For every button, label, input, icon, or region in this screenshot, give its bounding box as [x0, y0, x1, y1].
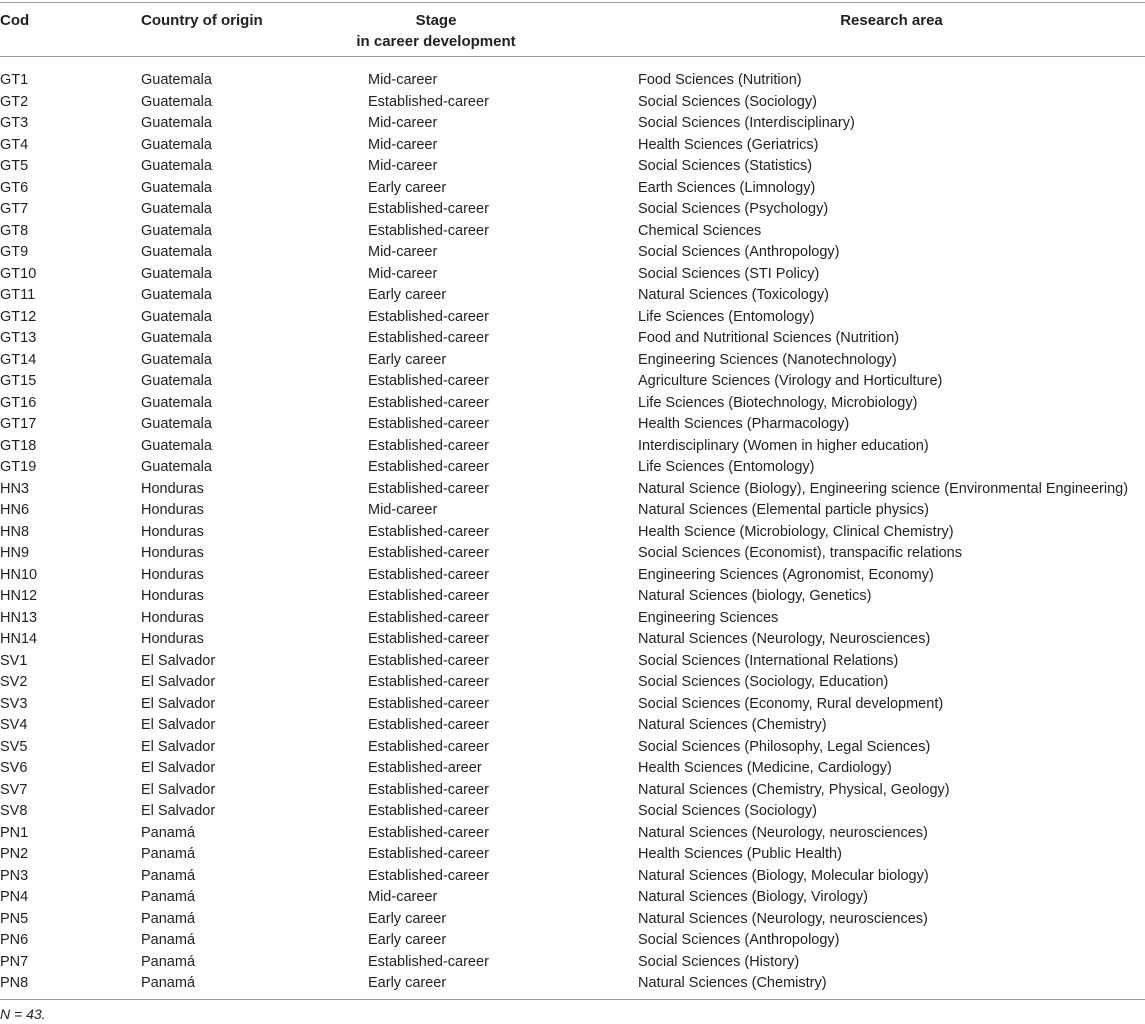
cell-country: Guatemala	[141, 459, 212, 475]
cell-research-area: Earth Sciences (Limnology)	[638, 179, 816, 196]
cell-research-area: Engineering Sciences (Nanotechnology)	[638, 351, 897, 368]
cell-country: Guatemala	[141, 394, 212, 411]
cell-research-area: Natural Science (Biology), Engineering science (Environmental Engineering)	[638, 480, 1129, 497]
cell-research-area: Social Sciences (History)	[638, 953, 800, 970]
cell-stage: Established-career	[368, 222, 489, 239]
cell-cod: HN14	[0, 631, 38, 647]
table-row	[0, 823, 1145, 845]
cell-cod: HN9	[0, 545, 30, 561]
cell-country: Panamá	[141, 953, 196, 970]
table-row	[0, 414, 1145, 436]
cell-stage: Established-career	[368, 738, 489, 755]
cell-stage: Mid-career	[368, 136, 438, 153]
cell-country: Honduras	[141, 631, 204, 647]
cell-cod: GT8	[0, 222, 29, 239]
cell-cod: GT16	[0, 394, 37, 411]
cell-stage: Mid-career	[368, 158, 438, 174]
table-row	[0, 70, 1145, 92]
cell-research-area: Health Sciences (Geriatrics)	[638, 136, 819, 153]
cell-stage: Established-career	[368, 373, 489, 389]
cell-cod: PN8	[0, 975, 29, 991]
cell-cod: GT4	[0, 136, 29, 153]
table-row	[0, 92, 1145, 114]
table-row	[0, 156, 1145, 178]
table-row	[0, 844, 1145, 866]
table-row	[0, 264, 1145, 286]
cell-country: Guatemala	[141, 351, 212, 368]
cell-cod: GT13	[0, 330, 37, 346]
table-row	[0, 565, 1145, 587]
cell-cod: SV8	[0, 803, 28, 819]
cell-cod: SV2	[0, 674, 28, 690]
cell-stage: Established-career	[368, 566, 489, 583]
table-row	[0, 307, 1145, 329]
cell-research-area: Social Sciences (Philosophy, Legal Sciences)	[638, 738, 931, 755]
cell-country: Panamá	[141, 889, 196, 905]
cell-country: Panamá	[141, 910, 196, 927]
cell-cod: GT17	[0, 416, 37, 432]
cell-country: Guatemala	[141, 93, 212, 110]
table-row	[0, 543, 1145, 565]
cell-country: El Salvador	[141, 781, 216, 798]
cell-stage: Mid-career	[368, 115, 438, 131]
cell-research-area: Food and Nutritional Sciences (Nutrition)	[638, 330, 900, 346]
cell-research-area: Social Sciences (Interdisciplinary)	[638, 115, 855, 131]
cell-research-area: Health Sciences (Medicine, Cardiology)	[638, 760, 892, 776]
cell-stage: Established-career	[368, 416, 489, 432]
table-row	[0, 479, 1145, 501]
cell-research-area: Natural Sciences (Neurology, Neurosciences)	[638, 631, 931, 647]
cell-research-area: Social Sciences (Psychology)	[638, 201, 829, 217]
cell-stage: Established-career	[368, 846, 489, 862]
cell-research-area: Social Sciences (STI Policy)	[638, 265, 820, 282]
cell-stage: Established-career	[368, 609, 489, 626]
cell-stage: Established-career	[368, 394, 489, 411]
header-research-area: Research area	[840, 12, 943, 29]
table-row	[0, 801, 1145, 823]
cell-research-area: Social Sciences (Sociology, Education)	[638, 674, 889, 690]
cell-cod: GT19	[0, 459, 37, 475]
cell-stage: Established-career	[368, 695, 489, 712]
cell-stage: Early career	[368, 179, 447, 196]
cell-country: El Salvador	[141, 803, 216, 819]
cell-country: Honduras	[141, 480, 204, 497]
table-row	[0, 436, 1145, 458]
table-header	[0, 8, 1145, 54]
cell-research-area: Life Sciences (Entomology)	[638, 459, 815, 475]
cell-country: Guatemala	[141, 373, 212, 389]
cell-cod: HN6	[0, 502, 30, 518]
table-row	[0, 221, 1145, 243]
table-row	[0, 780, 1145, 802]
cell-research-area: Life Sciences (Biotechnology, Microbiology)	[638, 394, 918, 411]
cell-cod: GT14	[0, 351, 37, 368]
table-row	[0, 135, 1145, 157]
cell-country: El Salvador	[141, 652, 216, 669]
cell-stage: Established-career	[368, 674, 489, 690]
cell-stage: Early career	[368, 932, 447, 948]
cell-stage: Established-career	[368, 803, 489, 819]
cell-country: Guatemala	[141, 437, 212, 454]
cell-research-area: Natural Sciences (Biology, Virology)	[638, 889, 868, 905]
header-stage-line1: Stage	[415, 12, 457, 29]
header-cod: Cod	[0, 12, 30, 29]
cell-stage: Established-career	[368, 545, 489, 561]
cell-country: Guatemala	[141, 158, 212, 174]
cell-country: El Salvador	[141, 738, 216, 755]
table-row	[0, 694, 1145, 716]
cell-stage: Established-career	[368, 523, 489, 540]
cell-cod: PN6	[0, 932, 29, 948]
cell-cod: GT5	[0, 158, 29, 174]
cell-country: Guatemala	[141, 265, 212, 282]
table-row	[0, 178, 1145, 200]
table-row	[0, 199, 1145, 221]
cell-research-area: Chemical Sciences	[638, 222, 762, 239]
cell-country: Guatemala	[141, 201, 212, 217]
table-row	[0, 350, 1145, 372]
cell-stage: Established-career	[368, 308, 489, 325]
cell-country: Honduras	[141, 502, 204, 518]
cell-country: Guatemala	[141, 287, 212, 303]
cell-country: Honduras	[141, 588, 204, 604]
cell-cod: SV6	[0, 760, 28, 776]
table-row	[0, 672, 1145, 694]
cell-stage: Established-career	[368, 781, 489, 798]
cell-country: Guatemala	[141, 416, 212, 432]
cell-research-area: Natural Sciences (Neurology, neurosciences)	[638, 910, 928, 927]
cell-research-area: Health Sciences (Public Health)	[638, 846, 842, 862]
cell-country: Panamá	[141, 975, 196, 991]
cell-cod: HN13	[0, 609, 38, 626]
cell-country: El Salvador	[141, 695, 216, 712]
cell-cod: GT6	[0, 179, 29, 196]
table-row	[0, 500, 1145, 522]
cell-stage: Mid-career	[368, 244, 438, 260]
cell-cod: GT11	[0, 287, 36, 303]
cell-country: Guatemala	[141, 308, 212, 325]
table-row	[0, 866, 1145, 888]
cell-country: Honduras	[141, 523, 204, 540]
cell-research-area: Social Sciences (Anthropology)	[638, 244, 840, 260]
cell-country: Guatemala	[141, 244, 212, 260]
table-row	[0, 586, 1145, 608]
table-bottom-rule	[0, 999, 1145, 1000]
cell-research-area: Natural Sciences (Toxicology)	[638, 287, 829, 303]
table-header-rule	[0, 56, 1145, 57]
cell-research-area: Agriculture Sciences (Virology and Horticulture)	[638, 373, 943, 389]
cell-stage: Early career	[368, 975, 447, 991]
cell-country: Guatemala	[141, 222, 212, 239]
cell-stage: Early career	[368, 287, 447, 303]
cell-country: Guatemala	[141, 179, 212, 196]
table-row	[0, 285, 1145, 307]
cell-cod: PN3	[0, 867, 29, 884]
cell-stage: Early career	[368, 910, 447, 927]
cell-stage: Mid-career	[368, 889, 438, 905]
cell-country: Honduras	[141, 566, 204, 583]
cell-country: El Salvador	[141, 674, 216, 690]
cell-research-area: Natural Sciences (Neurology, neurosciences)	[638, 824, 928, 841]
cell-country: Honduras	[141, 545, 204, 561]
table-row	[0, 737, 1145, 759]
cell-cod: GT2	[0, 93, 29, 110]
cell-stage: Established-career	[368, 330, 489, 346]
table-row	[0, 522, 1145, 544]
cell-cod: PN1	[0, 824, 29, 841]
cell-research-area: Social Sciences (Anthropology)	[638, 932, 840, 948]
header-stage	[336, 10, 536, 52]
cell-country: Panamá	[141, 932, 196, 948]
cell-country: Panamá	[141, 824, 196, 841]
cell-cod: HN10	[0, 566, 38, 583]
cell-stage: Mid-career	[368, 72, 438, 88]
table-body	[0, 70, 1145, 995]
cell-cod: GT3	[0, 115, 29, 131]
cell-research-area: Natural Sciences (Chemistry, Physical, Geology)	[638, 781, 950, 798]
cell-stage: Mid-career	[368, 265, 438, 282]
cell-research-area: Natural Sciences (biology, Genetics)	[638, 588, 872, 604]
cell-research-area: Engineering Sciences (Agronomist, Economy)	[638, 566, 934, 583]
cell-cod: HN8	[0, 523, 30, 540]
cell-research-area: Health Sciences (Pharmacology)	[638, 416, 850, 432]
cell-country: El Salvador	[141, 760, 216, 776]
cell-country: El Salvador	[141, 717, 216, 733]
cell-research-area: Food Sciences (Nutrition)	[638, 72, 802, 88]
cell-stage: Established-career	[368, 459, 489, 475]
table-row	[0, 629, 1145, 651]
cell-country: Guatemala	[141, 330, 212, 346]
table-row	[0, 715, 1145, 737]
table-row	[0, 457, 1145, 479]
cell-research-area: Natural Sciences (Biology, Molecular biology)	[638, 867, 929, 884]
cell-stage: Established-career	[368, 631, 489, 647]
table-row	[0, 973, 1145, 995]
cell-cod: SV5	[0, 738, 28, 755]
cell-research-area: Health Science (Microbiology, Clinical Chemistry)	[638, 523, 954, 540]
cell-cod: SV3	[0, 695, 28, 712]
cell-stage: Established-areer	[368, 760, 482, 776]
table-row	[0, 608, 1145, 630]
cell-cod: GT15	[0, 373, 37, 389]
cell-research-area: Social Sciences (Economy, Rural development)	[638, 695, 944, 712]
table-row	[0, 651, 1145, 673]
cell-stage: Established-career	[368, 652, 489, 669]
header-country: Country of origin	[141, 12, 263, 29]
cell-stage: Established-career	[368, 824, 489, 841]
cell-country: Guatemala	[141, 136, 212, 153]
cell-stage: Established-career	[368, 201, 489, 217]
cell-cod: GT7	[0, 201, 29, 217]
cell-research-area: Life Sciences (Entomology)	[638, 308, 815, 325]
cell-research-area: Social Sciences (Economist), transpacific relations	[638, 545, 962, 561]
cell-cod: SV7	[0, 781, 28, 798]
table-row	[0, 930, 1145, 952]
cell-country: Panamá	[141, 867, 196, 884]
cell-research-area: Natural Sciences (Elemental particle physics)	[638, 502, 929, 518]
cell-cod: PN7	[0, 953, 29, 970]
cell-stage: Mid-career	[368, 502, 438, 518]
cell-research-area: Engineering Sciences	[638, 609, 779, 626]
cell-stage: Established-career	[368, 867, 489, 884]
cell-stage: Established-career	[368, 588, 489, 604]
cell-cod: GT9	[0, 244, 29, 260]
cell-cod: PN2	[0, 846, 29, 862]
table-row	[0, 952, 1145, 974]
table-row	[0, 887, 1145, 909]
cell-stage: Established-career	[368, 480, 489, 497]
cell-cod: PN5	[0, 910, 29, 927]
cell-cod: SV4	[0, 717, 28, 733]
cell-country: Guatemala	[141, 72, 212, 88]
cell-stage: Early career	[368, 351, 447, 368]
cell-cod: GT12	[0, 308, 37, 325]
cell-country: Guatemala	[141, 115, 212, 131]
cell-cod: GT1	[0, 72, 29, 88]
cell-research-area: Natural Sciences (Chemistry)	[638, 975, 827, 991]
cell-research-area: Interdisciplinary (Women in higher education)	[638, 437, 929, 454]
cell-cod: SV1	[0, 652, 28, 669]
cell-cod: GT10	[0, 265, 37, 282]
cell-stage: Established-career	[368, 437, 489, 454]
table-footnote: N = 43.	[0, 1006, 46, 1022]
table-row	[0, 371, 1145, 393]
cell-research-area: Social Sciences (International Relations)	[638, 652, 899, 669]
cell-research-area: Natural Sciences (Chemistry)	[638, 717, 827, 733]
table-row	[0, 242, 1145, 264]
cell-cod: PN4	[0, 889, 29, 905]
table-row	[0, 909, 1145, 931]
cell-stage: Established-career	[368, 953, 489, 970]
cell-research-area: Social Sciences (Sociology)	[638, 803, 817, 819]
cell-research-area: Social Sciences (Statistics)	[638, 158, 813, 174]
cell-stage: Established-career	[368, 93, 489, 110]
cell-country: Panamá	[141, 846, 196, 862]
table-row	[0, 758, 1145, 780]
cell-cod: GT18	[0, 437, 37, 454]
cell-research-area: Social Sciences (Sociology)	[638, 93, 817, 110]
cell-country: Honduras	[141, 609, 204, 626]
cell-cod: HN12	[0, 588, 38, 604]
header-stage-line2: in career development	[356, 33, 516, 50]
cell-stage: Established-career	[368, 717, 489, 733]
table-row	[0, 113, 1145, 135]
table-top-rule	[0, 2, 1145, 3]
cell-cod: HN3	[0, 480, 30, 497]
table-row	[0, 393, 1145, 415]
table-row	[0, 328, 1145, 350]
